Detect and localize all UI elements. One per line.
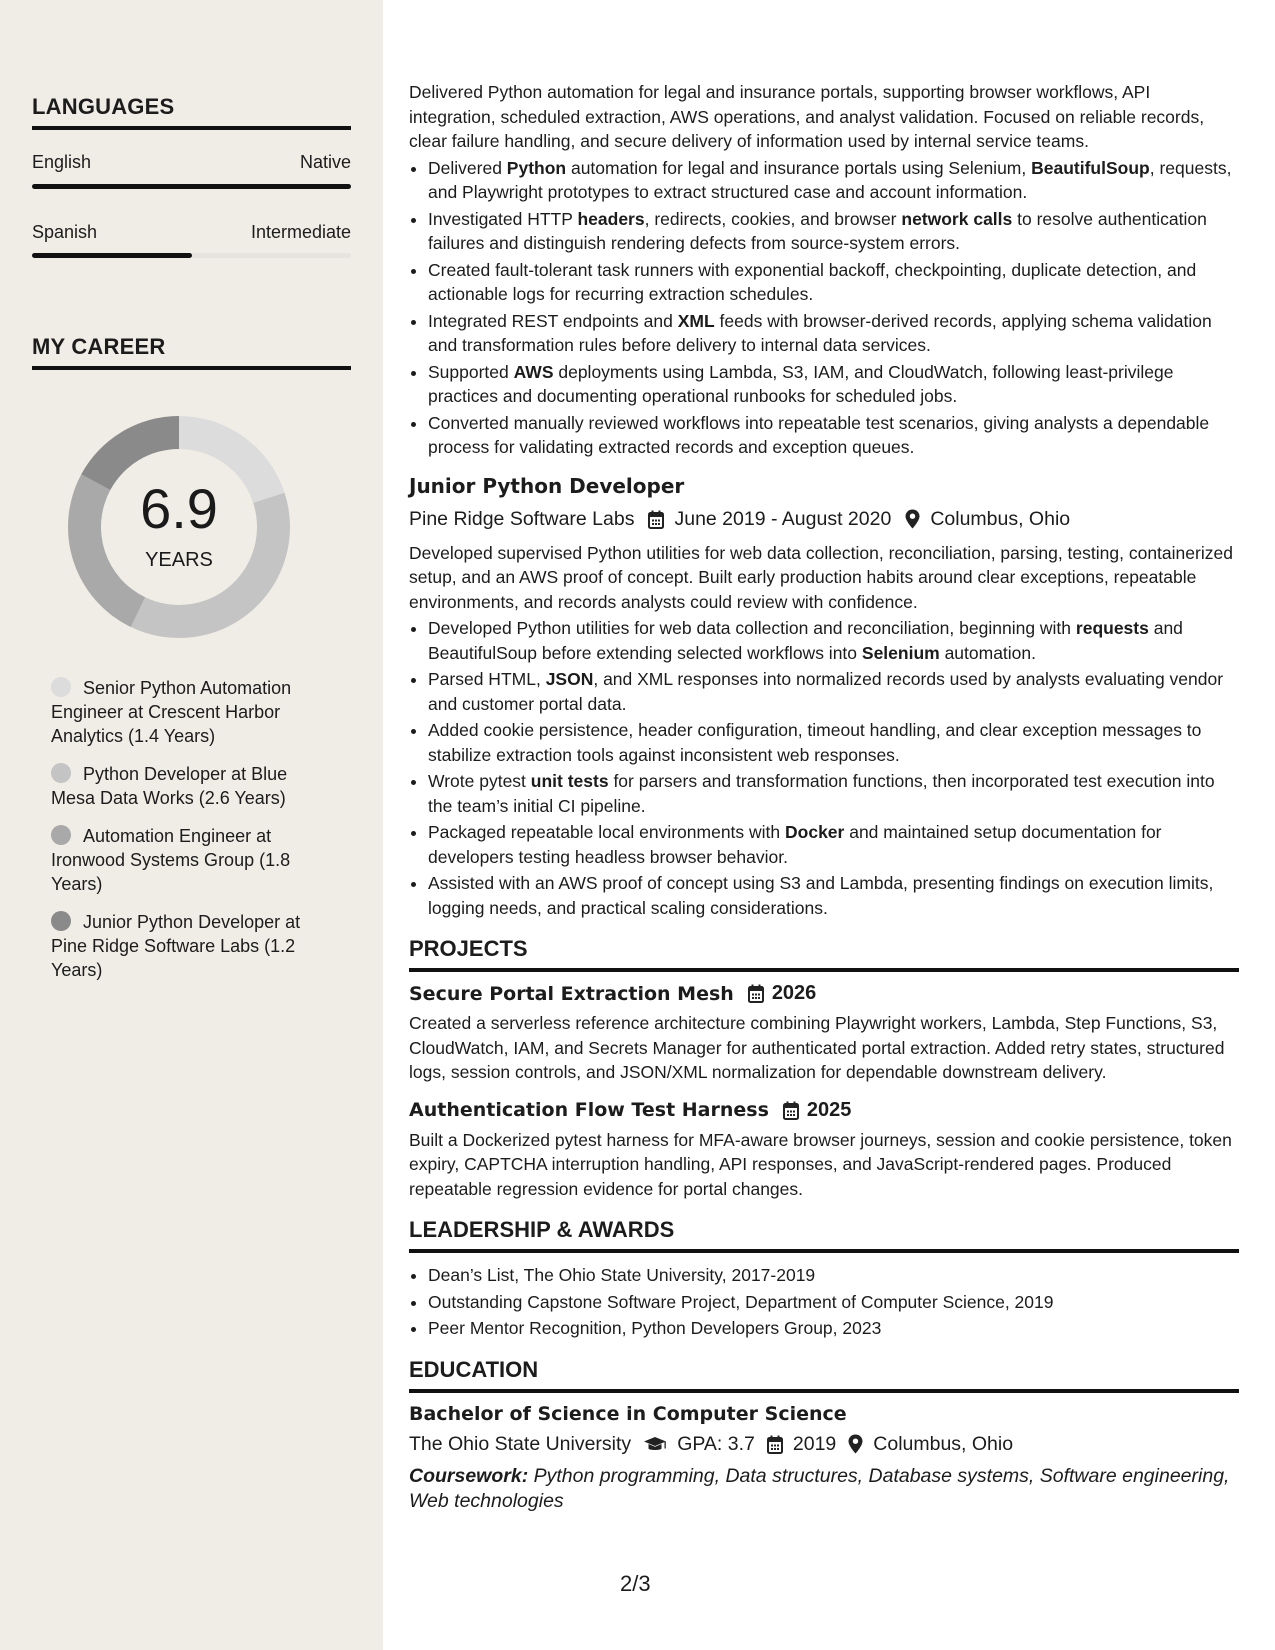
job-dates: June 2019 - August 2020 bbox=[674, 507, 892, 530]
job-title: Junior Python Developer bbox=[409, 473, 685, 498]
career-legend bbox=[51, 676, 321, 996]
legend-dot bbox=[51, 911, 71, 931]
job-meta bbox=[409, 508, 1239, 531]
school-name: The Ohio State University bbox=[409, 1432, 632, 1455]
language-level: Native bbox=[299, 152, 351, 172]
bullet-item bbox=[428, 156, 1239, 205]
bullet-keyword: requests bbox=[1075, 618, 1149, 638]
career-legend-text: Automation Engineer at Ironwood Systems Group (1.8 Years) bbox=[51, 826, 291, 894]
bullet-text: Packaged repeatable local environments with bbox=[428, 822, 786, 842]
career-heading: MY CAREER bbox=[32, 334, 351, 370]
bullet-text: , redirects, cookies, and browser bbox=[644, 208, 902, 229]
bullet-keyword: unit tests bbox=[530, 771, 609, 791]
bullet-keyword: Docker bbox=[785, 822, 845, 842]
bullet-text: Parsed HTML, bbox=[428, 669, 546, 689]
bullet-text: Investigated HTTP bbox=[428, 208, 578, 229]
bullet-text: Integrated REST endpoints and bbox=[428, 310, 678, 331]
coursework-label: Coursework: bbox=[409, 1464, 529, 1487]
language-proficiency-fill bbox=[32, 184, 351, 189]
project-item bbox=[409, 982, 1239, 1085]
bullet-text: Converted manually reviewed workflows into repeatable test scenarios, giving analysts a dependable process for validating extracted records and exception queues. bbox=[428, 412, 1210, 457]
bullet-text: Wrote pytest bbox=[428, 771, 531, 791]
degree-title: Bachelor of Science in Computer Science bbox=[409, 1402, 847, 1425]
bullet-text: Supported bbox=[428, 361, 514, 382]
map-pin-icon bbox=[848, 1434, 863, 1454]
coursework-text: Python programming, Data structures, Database systems, Software engineering, Web technologies bbox=[409, 1464, 1230, 1512]
career-donut-chart bbox=[66, 414, 292, 640]
legend-dot bbox=[51, 763, 71, 783]
bullet-item bbox=[428, 616, 1239, 665]
project-title: Secure Portal Extraction Mesh bbox=[409, 982, 734, 1005]
job-summary: Developed supervised Python utilities for web data collection, reconciliation, parsing, testing, containerized setup, and an AWS proof of concept. Built early production habits around clear exceptions, repeatable environments, and records analysts could review with confidence. bbox=[409, 542, 1233, 612]
sidebar bbox=[0, 0, 383, 1650]
language-name: Spanish bbox=[32, 222, 98, 242]
career-legend-item bbox=[51, 762, 321, 810]
leadership-heading: LEADERSHIP & AWARDS bbox=[409, 1217, 1239, 1253]
career-unit: YEARS bbox=[145, 549, 213, 571]
bullet-text: automation. bbox=[939, 642, 1037, 663]
bullet-item bbox=[428, 411, 1239, 460]
school-location: Columbus, Ohio bbox=[873, 1432, 1014, 1455]
bullet-keyword: BeautifulSoup bbox=[1031, 157, 1150, 178]
project-title-row bbox=[409, 982, 1239, 1005]
leadership-item: • Outstanding Capstone Software Project, Department of Computer Science, 2019 bbox=[428, 1290, 1239, 1315]
bullet-text: and maintained setup documentation for developers testing headless browser behavior. bbox=[428, 822, 1162, 867]
bullet-text: Added cookie persistence, header configuration, timeout handling, and clear exception messages to stabilize extraction tools against inconsistent web responses. bbox=[428, 720, 1202, 765]
bullet-text: to resolve authentication failures and distinguish rendering defects from source-system errors. bbox=[428, 208, 1207, 253]
calendar-icon bbox=[648, 510, 664, 529]
projects-heading: PROJECTS bbox=[409, 936, 1239, 972]
language-proficiency-bar bbox=[32, 184, 351, 189]
education-heading: EDUCATION bbox=[409, 1357, 1239, 1393]
bullet-item bbox=[428, 309, 1239, 358]
education-meta bbox=[409, 1433, 1239, 1456]
job2-bullets bbox=[409, 616, 1239, 920]
bullet-text: Developed Python utilities for web data collection and reconciliation, beginning with bbox=[428, 618, 1076, 638]
leadership-list bbox=[409, 1263, 1239, 1341]
language-name: English bbox=[32, 152, 92, 172]
language-row bbox=[32, 152, 351, 173]
language-proficiency-fill bbox=[32, 253, 192, 258]
career-legend-item bbox=[51, 676, 321, 748]
bullet-item bbox=[428, 258, 1239, 307]
bullet-text: deployments using Lambda, S3, IAM, and CloudWatch, following least-privilege practices and documenting operational runbooks for scheduled jobs. bbox=[428, 361, 1174, 406]
career-total: 6.9 bbox=[140, 477, 218, 540]
page-number: 2/3 bbox=[620, 1571, 651, 1596]
bullet-text: Created fault-tolerant task runners with exponential backoff, checkpointing, duplicate detection, and actionable logs for recurring extraction schedules. bbox=[428, 259, 1197, 304]
job-intro: Delivered Python automation for legal and insurance portals, supporting browser workflows, API integration, scheduled extraction, AWS operations, and analyst validation. Focused on reliable records, clear failure handling, and secure delivery of information used by internal service teams. bbox=[409, 82, 1205, 151]
languages-heading: LANGUAGES bbox=[32, 94, 351, 130]
bullet-item bbox=[428, 207, 1239, 256]
project-description: Built a Dockerized pytest harness for MFA-aware browser journeys, session and cookie persistence, token expiry, CAPTCHA interruption handling, API responses, and JavaScript-rendered pages. Produced repeatable regression evidence for portal changes. bbox=[409, 1129, 1232, 1199]
graduation-year: 2019 bbox=[792, 1432, 837, 1455]
project-item bbox=[409, 1099, 1239, 1202]
bullet-text: automation for legal and insurance portals using Selenium, bbox=[566, 157, 1032, 178]
bullet-keyword: Python bbox=[506, 157, 567, 178]
project-description: Created a serverless reference architecture combining Playwright workers, Lambda, Step Functions, S3, CloudWatch, IAM, and Secrets Manager for authenticated portal extraction. Added retry states, structured logs, session controls, and JSON/XML normalization for dependable downstream delivery. bbox=[409, 1013, 1225, 1082]
language-proficiency-bar bbox=[32, 253, 351, 258]
bullet-keyword: Selenium bbox=[861, 642, 940, 663]
project-title: Authentication Flow Test Harness bbox=[409, 1099, 769, 1121]
legend-dot bbox=[51, 677, 71, 697]
bullet-item bbox=[428, 667, 1239, 716]
bullet-text: feeds with browser-derived records, applying schema validation and transformation rules before delivery to internal data services. bbox=[428, 310, 1212, 355]
project-year: 2025 bbox=[806, 1098, 852, 1121]
job-location: Columbus, Ohio bbox=[930, 507, 1071, 530]
bullet-item bbox=[428, 718, 1239, 767]
company-name: Pine Ridge Software Labs bbox=[409, 507, 635, 530]
career-legend-text: Senior Python Automation Engineer at Crescent Harbor Analytics (1.4 Years) bbox=[51, 678, 292, 746]
leadership-item: • Peer Mentor Recognition, Python Developers Group, 2023 bbox=[428, 1316, 1239, 1341]
calendar-icon bbox=[767, 1435, 783, 1454]
bullet-text: Delivered bbox=[428, 157, 507, 178]
leadership-item: • Dean’s List, The Ohio State University, 2017-2019 bbox=[428, 1263, 1239, 1288]
gpa: GPA: 3.7 bbox=[677, 1432, 755, 1455]
bullet-item bbox=[428, 820, 1239, 869]
bullet-keyword: AWS bbox=[513, 361, 554, 382]
job1-bullets bbox=[409, 156, 1239, 460]
map-pin-icon bbox=[905, 509, 920, 529]
bullet-keyword: headers bbox=[577, 208, 645, 229]
bullet-text: and BeautifulSoup before extending selected workflows into bbox=[428, 618, 1183, 663]
bullet-keyword: network calls bbox=[901, 208, 1013, 229]
project-title-row bbox=[409, 1099, 1239, 1122]
career-legend-item bbox=[51, 824, 321, 896]
main-content bbox=[409, 80, 1239, 1514]
bullet-text: for parsers and transformation functions, then incorporated test execution into the team’s initial CI pipeline. bbox=[428, 771, 1215, 816]
bullet-item bbox=[428, 769, 1239, 818]
project-year: 2026 bbox=[771, 982, 817, 1004]
career-legend-text: Python Developer at Blue Mesa Data Works (2.6 Years) bbox=[51, 764, 288, 808]
coursework bbox=[409, 1464, 1239, 1514]
career-legend-text: Junior Python Developer at Pine Ridge Software Labs (1.2 Years) bbox=[51, 912, 301, 980]
legend-dot bbox=[51, 825, 71, 845]
bullet-text: , requests, and Playwright prototypes to extract structured case and account information. bbox=[428, 157, 1232, 202]
calendar-icon bbox=[748, 984, 764, 1003]
language-row bbox=[32, 222, 351, 243]
bullet-text: , and XML responses into normalized records used by analysts evaluating vendor and customer portal data. bbox=[428, 669, 1224, 714]
bullet-item bbox=[428, 360, 1239, 409]
graduation-cap-icon bbox=[643, 1436, 667, 1453]
career-legend-item bbox=[51, 910, 321, 982]
calendar-icon bbox=[783, 1101, 799, 1120]
bullet-keyword: XML bbox=[677, 310, 715, 331]
language-level: Intermediate bbox=[250, 222, 351, 242]
bullet-text: Assisted with an AWS proof of concept using S3 and Lambda, presenting findings on execution limits, logging needs, and practical scaling considerations. bbox=[428, 873, 1214, 918]
bullet-item bbox=[428, 871, 1239, 920]
bullet-keyword: JSON bbox=[545, 669, 594, 689]
